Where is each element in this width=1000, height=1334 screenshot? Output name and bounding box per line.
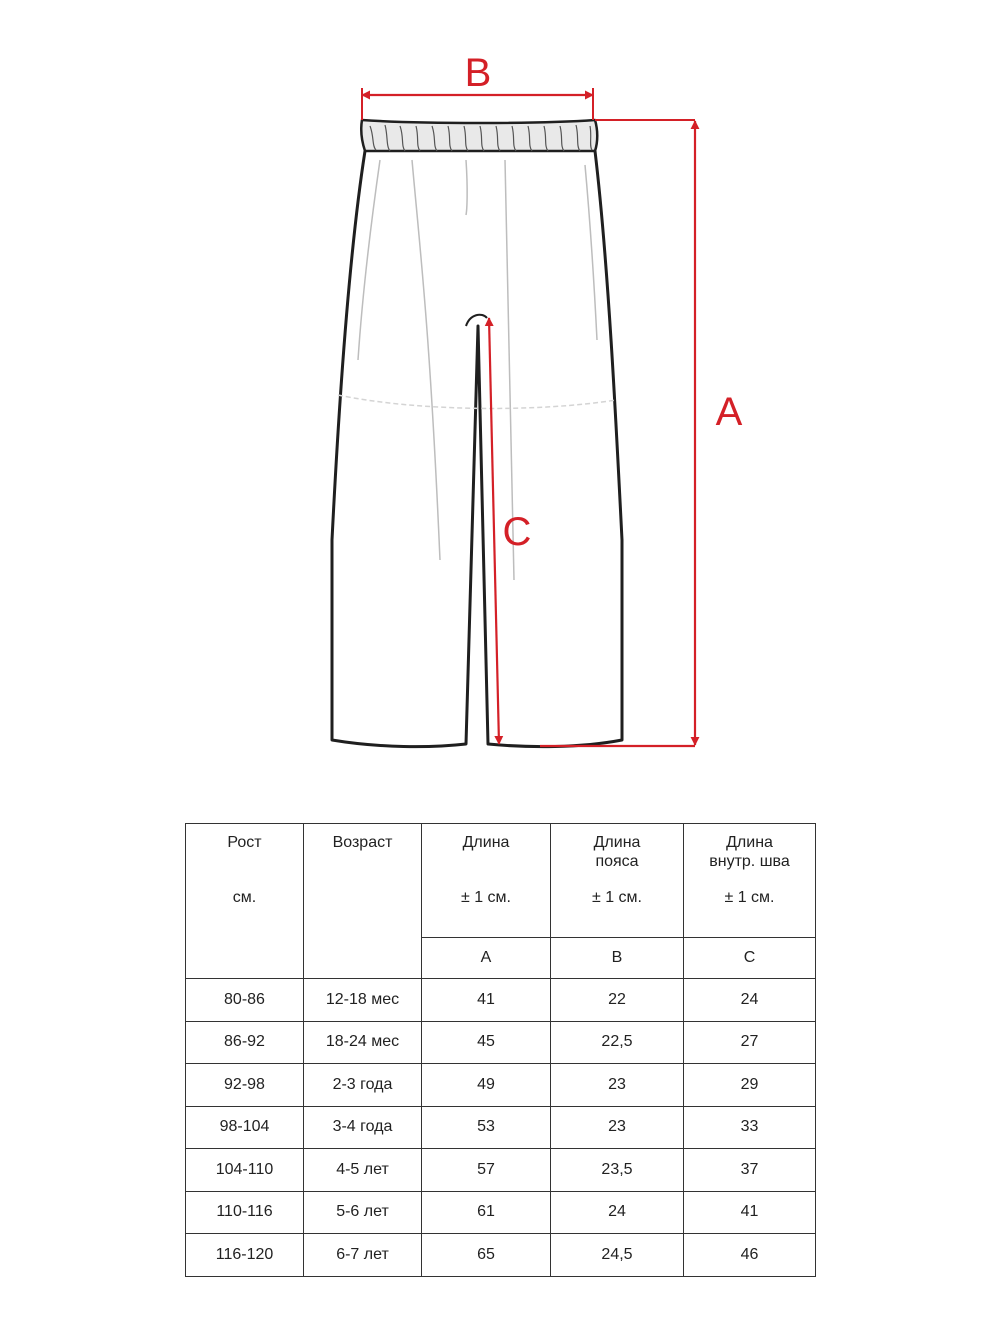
measure-b: [362, 51, 593, 120]
cell-height: 98-104: [186, 1106, 304, 1149]
pants-outline: [332, 120, 622, 747]
table-row: [186, 1234, 816, 1277]
cell-age: 6-7 лет: [304, 1234, 422, 1277]
cell-inseam: 37: [684, 1149, 816, 1192]
header-length-tolerance: ± 1 см.: [460, 889, 511, 906]
cell-waist: 22,5: [551, 1021, 684, 1064]
header-row: [186, 824, 816, 938]
cell-inseam: 41: [684, 1191, 816, 1234]
cell-age: 18-24 мес: [304, 1021, 422, 1064]
letter-b: B: [551, 938, 684, 979]
cell-waist: 24,5: [551, 1234, 684, 1277]
header-waist-tolerance: ± 1 см.: [591, 889, 642, 906]
cell-inseam: 33: [684, 1106, 816, 1149]
measure-a: [540, 120, 743, 746]
table-row: [186, 1064, 816, 1107]
cell-height: 80-86: [186, 979, 304, 1022]
crotch-seam: [466, 315, 487, 326]
cell-length: 57: [422, 1149, 551, 1192]
label-a: A: [715, 390, 743, 434]
cell-height: 86-92: [186, 1021, 304, 1064]
header-height-unit: см.: [232, 889, 257, 906]
table-body: [186, 979, 816, 1277]
table-row: [186, 979, 816, 1022]
header-height-title: Рост: [227, 834, 262, 851]
cell-age: 12-18 мес: [304, 979, 422, 1022]
cell-waist: 23,5: [551, 1149, 684, 1192]
header-age-title: Возраст: [332, 834, 393, 851]
cell-length: 61: [422, 1191, 551, 1234]
header-inseam: [684, 824, 816, 938]
cell-height: 110-116: [186, 1191, 304, 1234]
cell-age: 5-6 лет: [304, 1191, 422, 1234]
letter-a: A: [422, 938, 551, 979]
cell-waist: 24: [551, 1191, 684, 1234]
size-table: [185, 823, 816, 1277]
header-length: [422, 824, 551, 938]
cell-inseam: 29: [684, 1064, 816, 1107]
cell-age: 4-5 лет: [304, 1149, 422, 1192]
cell-inseam: 46: [684, 1234, 816, 1277]
cell-inseam: 24: [684, 979, 816, 1022]
letter-c: C: [684, 938, 816, 979]
label-b: B: [464, 51, 492, 95]
table-row: [186, 1149, 816, 1192]
cell-height: 116-120: [186, 1234, 304, 1277]
cell-length: 41: [422, 979, 551, 1022]
table-row: [186, 1191, 816, 1234]
cell-length: 45: [422, 1021, 551, 1064]
table-row: [186, 1021, 816, 1064]
header-inseam-tolerance: ± 1 см.: [724, 889, 775, 906]
header-waist: [551, 824, 684, 938]
cell-height: 92-98: [186, 1064, 304, 1107]
header-age: [304, 824, 422, 979]
header-height: [186, 824, 304, 979]
header-waist-title: Длина пояса: [593, 834, 641, 870]
table-row: [186, 1106, 816, 1149]
cell-length: 65: [422, 1234, 551, 1277]
header-length-title: Длина: [462, 834, 510, 851]
cell-length: 53: [422, 1106, 551, 1149]
cell-length: 49: [422, 1064, 551, 1107]
cell-waist: 23: [551, 1064, 684, 1107]
cell-age: 3-4 года: [304, 1106, 422, 1149]
cell-inseam: 27: [684, 1021, 816, 1064]
cell-waist: 22: [551, 979, 684, 1022]
header-inseam-title: Длина внутр. шва: [709, 834, 790, 870]
cell-waist: 23: [551, 1106, 684, 1149]
cell-age: 2-3 года: [304, 1064, 422, 1107]
cell-height: 104-110: [186, 1149, 304, 1192]
label-c: C: [502, 510, 532, 554]
